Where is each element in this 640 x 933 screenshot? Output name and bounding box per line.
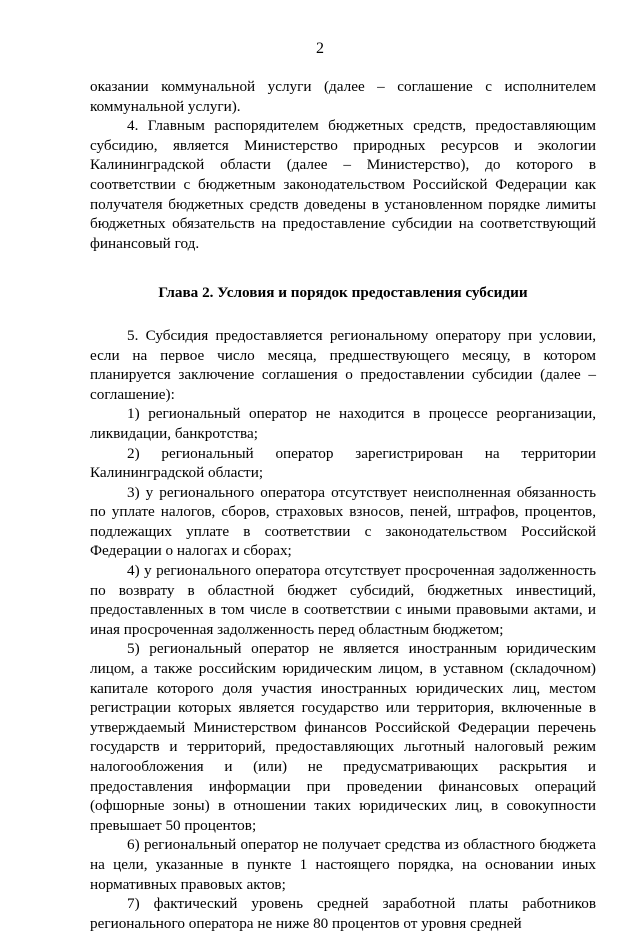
paragraph-subitem-6: 6) региональный оператор не получает средства из областного бюджета на цели, указанные в пункте 1 настоящего порядка, на основании иных нормативных правовых актов; — [90, 836, 596, 893]
paragraph-subitem-7: 7) фактический уровень средней заработной платы работников регионального оператора не ниже 80 процентов от уровня средней — [90, 895, 596, 932]
paragraph-subitem-4: 4) у регионального оператора отсутствует просроченная задолженность по возврату в областной бюджет субсидий, бюджетных инвестиций, предоставленных в том числе в соответствии с иными правовыми актами, и иная просроченная задолженность перед областным бюджетом; — [90, 562, 596, 638]
paragraph-continuation: оказании коммунальной услуги (далее – соглашение с исполнителем коммунальной услуги). — [90, 78, 596, 115]
document-body — [90, 77, 596, 933]
chapter-heading: Глава 2. Условия и порядок предоставления субсидии — [158, 284, 528, 302]
paragraph-item-5: 5. Субсидия предоставляется региональному оператору при условии, если на первое число месяца, предшествующего месяцу, в котором планируется заключение соглашения о предоставлении субсидии (далее – соглашение): — [90, 326, 596, 403]
paragraph-subitem-5: 5) региональный оператор не является иностранным юридическим лицом, а также российским юридическим лицом, в уставном (складочном) капитале которого доля участия иностранных юридических лиц, местом регистрации которых является государство или территория, включенные в утверждаемый Министерством финансов Российской Федерации перечень государств и территорий, предоставляющих льготный налоговый режим налогообложения и (или) не предусматривающих раскрытия и предоставления информации при проведении финансовых операций (офшорные зоны) в отношении таких юридических лиц, в совокупности превышает 50 процентов; — [90, 640, 596, 834]
paragraph-item-4: 4. Главным распорядителем бюджетных средств, предоставляющим субсидию, является Министерство природных ресурсов и экологии Калининградской области (далее – Министерство), до которого в соответствии с бюджетным законодательством Российской Федерации как получателя бюджетных средств доведены в установленном порядке лимиты бюджетных обязательств на предоставление субсидии на соответствующий финансовый год. — [90, 117, 596, 252]
paragraph-subitem-2: 2) региональный оператор зарегистрирован на территории Калининградской области; — [90, 444, 596, 482]
paragraph-subitem-3: 3) у регионального оператора отсутствует неисполненная обязанность по уплате налогов, сборов, страховых взносов, пеней, штрафов, процентов, подлежащих уплате в соответствии с законодательством Российской Федерации о налогах и сборах; — [90, 483, 596, 560]
page-number: 2 — [316, 40, 324, 57]
paragraph-subitem-1: 1) региональный оператор не находится в процессе реорганизации, ликвидации, банкротства; — [90, 405, 596, 442]
